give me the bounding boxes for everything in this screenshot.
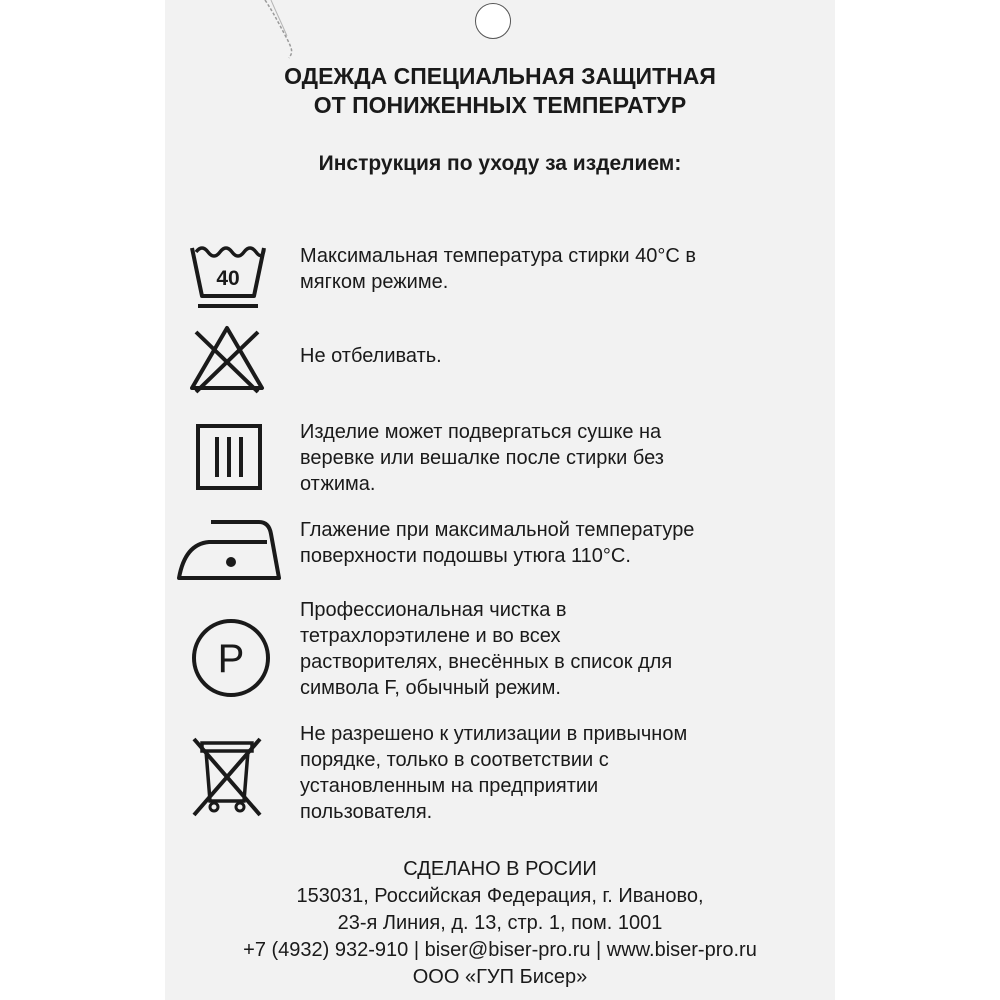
care-text-wash: Максимальная температура стирки 40°С в мягком режиме. (300, 245, 697, 293)
care-text-drying: Изделие может подвергаться сушке на веревке или вешалке после стирки без отжима. (300, 421, 664, 495)
manufacturer-info (165, 856, 835, 991)
made-in-label: СДЕЛАНО В РОСИИ (403, 858, 597, 880)
care-text-ironing: Глажение при максимальной температуре поверхности подошвы утюга 110°С. (300, 519, 695, 567)
wash-temperature-label: 40 (216, 267, 240, 290)
professional-clean-p-icon (190, 617, 272, 699)
care-text-cleaning: Профессиональная чистка в тетрахлорэтилене и во всех растворителях, внесённых в список для символа F, обычный режим. (300, 599, 673, 699)
title-line-1: ОДЕЖДА СПЕЦИАЛЬНАЯ ЗАЩИТНАЯ (284, 63, 716, 89)
line-dry-icon (195, 423, 263, 491)
care-label-tag (165, 0, 835, 1000)
hanging-string (255, 0, 315, 60)
cleaning-letter-label: P (217, 637, 245, 681)
care-instructions-heading: Инструкция по уходу за изделием: (318, 152, 682, 175)
care-text-disposal: Не разрешено к утилизации в привычном порядке, только в соответствии с установленным на предприятии пользователя. (300, 723, 688, 823)
address-line-1: 153031, Российская Федерация, г. Иваново, (296, 885, 704, 907)
no-bleach-icon (188, 322, 266, 394)
company-name: ООО «ГУП Бисер» (412, 966, 588, 988)
care-text-bleach: Не отбеливать. (300, 345, 442, 367)
no-trash-bin-icon (190, 735, 264, 819)
address-line-2: 23-я Линия, д. 13, стр. 1, пом. 1001 (337, 912, 663, 934)
tag-hole (475, 3, 511, 39)
iron-low-icon (175, 514, 283, 582)
wash-40-icon (188, 238, 268, 312)
title-line-2: ОТ ПОНИЖЕННЫХ ТЕМПЕРАТУР (313, 92, 687, 118)
document-title (165, 62, 835, 120)
contacts-line: +7 (4932) 932-910 | biser@biser-pro.ru | www.biser-pro.ru (243, 939, 757, 961)
